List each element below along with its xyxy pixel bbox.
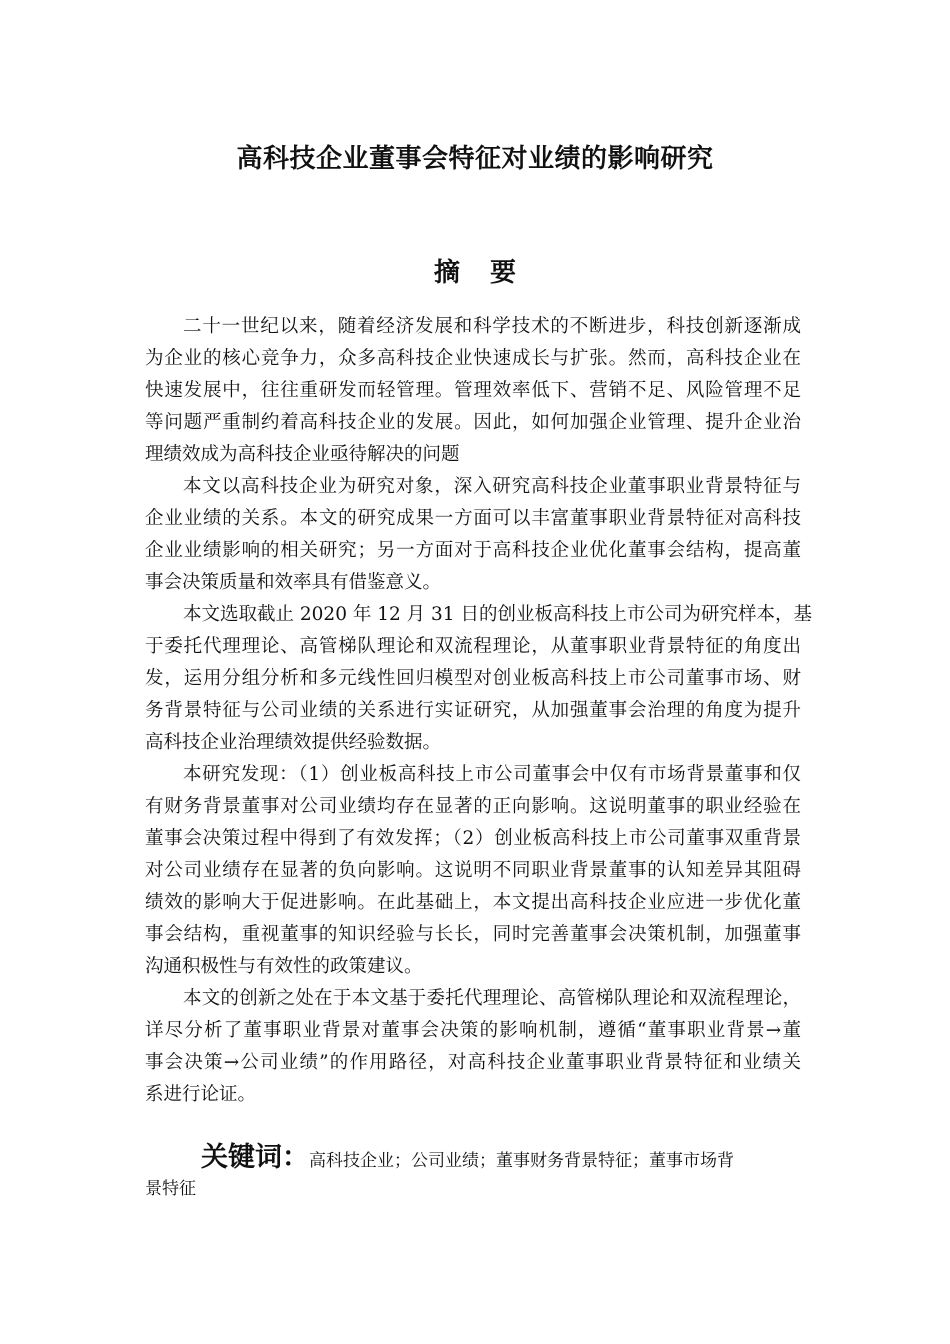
paragraph-line: 本研究发现：（1）创业板高科技上市公司董事会中仅有市场背景董事和仅 xyxy=(183,764,801,785)
keywords-label: 关键词： xyxy=(201,1142,309,1173)
paragraph-line: 事会决策质量和效率具有借鉴意义。 xyxy=(145,572,442,593)
paragraph-line: 本文的创新之处在于本文基于委托代理理论、高管梯队理论和双流程理论， xyxy=(183,988,801,1009)
paragraph-line: 本文以高科技企业为研究对象，深入研究高科技企业董事职业背景特征与 xyxy=(183,476,801,497)
paragraph-line: 等问题严重制约着高科技企业的发展。因此，如何加强企业管理、提升企业治 xyxy=(145,412,801,433)
paragraph-line: 事会结构，重视董事的知识经验与长长，同时完善董事会决策机制，加强董事 xyxy=(145,924,801,945)
paragraph-line: 沟通积极性与有效性的政策建议。 xyxy=(145,956,423,977)
paragraph-line: 董事会决策过程中得到了有效发挥；（2）创业板高科技上市公司董事双重背景 xyxy=(145,828,801,849)
paragraph-line: 务背景特征与公司业绩的关系进行实证研究，从加强董事会治理的角度为提升 xyxy=(145,700,801,721)
paragraph-line: 企业业绩影响的相关研究；另一方面对于高科技企业优化董事会结构，提高董 xyxy=(145,540,801,561)
paragraph-line: 详尽分析了董事职业背景对董事会决策的影响机制，遵循“董事职业背景→董 xyxy=(145,1020,801,1041)
document-title: 高科技企业董事会特征对业绩的影响研究 xyxy=(236,144,714,174)
keywords-section xyxy=(145,1140,801,1202)
paragraph-line: 发，运用分组分析和多元线性回归模型对创业板高科技上市公司董事市场、财 xyxy=(145,668,801,689)
paragraph-line: 快速发展中，往往重研发而轻管理。管理效率低下、营销不足、风险管理不足 xyxy=(145,380,801,401)
paragraph-line: 高科技企业治理绩效提供经验数据。 xyxy=(145,732,442,753)
paragraph-line: 事会决策→公司业绩”的作用路径，对高科技企业董事职业背景特征和业绩关 xyxy=(145,1052,801,1073)
paragraph-line: 于委托代理理论、高管梯队理论和双流程理论，从董事职业背景特征的角度出 xyxy=(145,636,801,657)
paragraph-line: 理绩效成为高科技企业亟待解决的问题 xyxy=(145,444,460,465)
paragraph-line: 本文选取截止 2020 年 12 月 31 日的创业板高科技上市公司为研究样本，基 xyxy=(183,604,812,625)
paragraph-line: 对公司业绩存在显著的负向影响。这说明不同职业背景董事的认知差异其阻碍 xyxy=(145,860,801,881)
abstract-heading: 摘要 xyxy=(433,258,546,288)
paragraph-line: 系进行论证。 xyxy=(145,1084,257,1105)
paragraph-line: 有财务背景董事对公司业绩均存在显著的正向影响。这说明董事的职业经验在 xyxy=(145,796,801,817)
paragraph-line: 绩效的影响大于促进影响。在此基础上，本文提出高科技企业应进一步优化董 xyxy=(145,892,801,913)
paragraph-line: 二十一世纪以来，随着经济发展和科学技术的不断进步，科技创新逐渐成 xyxy=(183,316,801,337)
paragraph-line: 企业业绩的关系。本文的研究成果一方面可以丰富董事职业背景特征对高科技 xyxy=(145,508,801,529)
abstract-body xyxy=(145,311,812,1111)
keywords-text-continued: 景特征 xyxy=(145,1179,196,1199)
paragraph-line: 为企业的核心竞争力，众多高科技企业快速成长与扩张。然而，高科技企业在 xyxy=(145,348,801,369)
keywords-text: 高科技企业；公司业绩；董事财务背景特征；董事市场背 xyxy=(309,1151,734,1171)
